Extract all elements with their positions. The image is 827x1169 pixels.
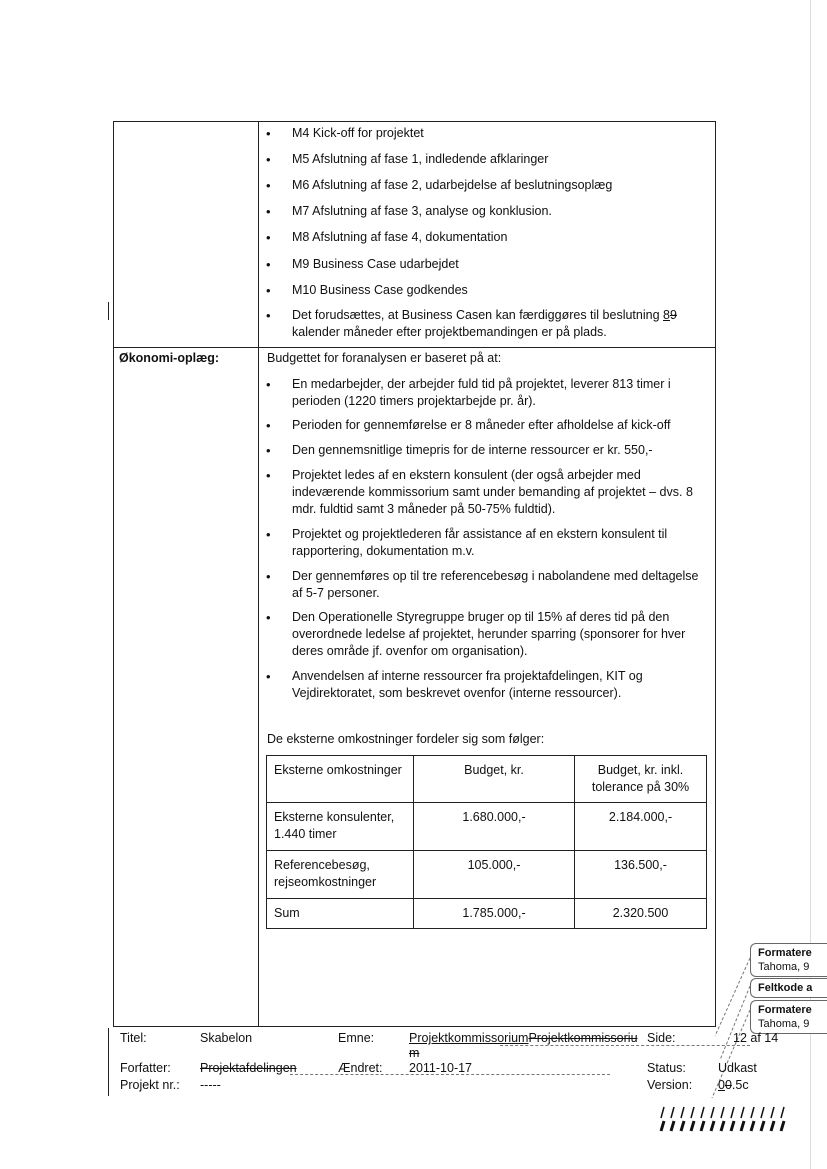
inserted-text: 8 [663,308,670,322]
deleted-text: Projektafdelingen [200,1061,297,1075]
barcode-bar [681,1121,684,1131]
bullet-icon: • [266,152,271,167]
row-label-economy: Økonomi-oplæg: [119,351,219,365]
footer-label: Titel: [120,1031,147,1045]
barcode-bar [741,1107,744,1118]
table-cell: 105.000,- [414,851,575,899]
table-column-divider [258,121,259,1027]
barcode-bar [681,1107,684,1118]
table-row [267,803,707,851]
bullet-icon: • [266,443,271,458]
barcode-bar [781,1121,784,1131]
balloon-title: Feltkode a [758,982,813,994]
footer-label: Version: [647,1078,693,1092]
footer-label: Status: [647,1061,686,1075]
barcode-bar [741,1121,744,1131]
format-balloon[interactable] [750,943,827,977]
economy-bullet-text: Perioden for gennemførelse er 8 måneder efter afholdelse af kick-off [292,418,671,432]
barcode-bar [661,1121,664,1131]
milestone-text: M8 Afslutning af fase 4, dokumentation [292,230,508,244]
deleted-text: m [409,1046,420,1060]
footer-value-version [718,1078,749,1092]
external-costs-intro: De eksterne omkostninger fordeler sig som følger: [267,732,545,746]
milestone-text: M10 Business Case godkendes [292,283,468,297]
barcode-bar [771,1107,774,1118]
bullet-icon: • [266,468,271,483]
field-code-balloon[interactable] [750,978,827,998]
bullet-icon: • [266,178,271,193]
table-header: Budget, kr. inkl. tolerance på 30% [575,756,707,803]
economy-bullet-text: Den Operationelle Styregruppe bruger op til 15% af deres tid på den overordnede ledelse af projektet, herunder sparring (sponsorer for hver deres område jf. ovenfor om organisation). [292,610,686,658]
barcode-bar [711,1121,714,1131]
table-row [267,899,707,929]
milestone-text: M6 Afslutning af fase 2, udarbejdelse af beslutningsoplæg [292,178,613,192]
barcode-bar [691,1121,694,1131]
table-cell: 2.320.500 [575,899,707,929]
barcode-bar [781,1107,784,1118]
bullet-icon: • [266,418,271,433]
footer-value-subject [409,1031,638,1045]
inserted-text: Projektkommissorium [409,1031,529,1045]
table-cell: 136.500,- [575,851,707,899]
economy-bullet-text: Der gennemføres op til tre referencebesøg i nabolandene med deltagelse af 5-7 personer. [292,569,699,600]
bullet-icon: • [266,610,271,625]
inserted-text: 0 [718,1078,725,1092]
barcode-bar [751,1121,754,1131]
table-header-row [267,756,707,803]
footer-label: Side: [647,1031,676,1045]
footer-label: Ændret: [338,1061,383,1075]
bullet-icon: • [266,569,271,584]
barcode-bar [761,1107,764,1118]
deleted-text: Projektkommissoriu [528,1031,638,1045]
footer-value: Skabelon [200,1031,253,1045]
bullet-icon: • [266,527,271,542]
milestone-text: M9 Business Case udarbejdet [292,257,459,271]
table-header: Budget, kr. [414,756,575,803]
format-balloon[interactable] [750,1000,827,1034]
table-row [267,851,707,899]
barcode-bar [771,1121,774,1131]
barcode-bar [701,1121,704,1131]
bullet-icon: • [266,230,271,245]
barcode-bar [721,1107,724,1118]
balloon-connectors [700,940,760,1100]
barcode-bar [721,1121,724,1131]
bullet-icon: • [266,126,271,141]
table-cell: Eksterne konsulenter, 1.440 timer [267,803,414,851]
footer-dashed-line [290,1074,610,1075]
economy-intro: Budgettet for foranalysen er baseret på at: [267,351,502,365]
footer-dashed-line [500,1045,750,1046]
barcode-bar [701,1107,704,1118]
footer-label: Forfatter: [120,1061,171,1075]
footer-value: ----- [200,1078,221,1092]
bullet-icon: • [266,377,271,392]
change-bar [108,302,109,320]
footer-label: Projekt nr.: [120,1078,180,1092]
footer-value: 2011-10-17 [409,1061,473,1075]
barcode-bar [761,1121,764,1131]
barcode-bar [731,1121,734,1131]
economy-bullet-text: Projektet ledes af en ekstern konsulent (der også arbejder med indeværende kommissorium samt under bemanding af projektet – dvs. 8 mdr. fuldtid samt 3 måneder på 50-75% fuldtid). [292,468,693,516]
cost-table [266,755,707,929]
footer-change-bar [108,1028,109,1096]
barcode-bar [691,1107,694,1118]
deleted-text: 0 [724,1078,732,1092]
footer-value: 12 af 14 [733,1031,779,1045]
table-cell: 1.785.000,- [414,899,575,929]
milestone-text: M5 Afslutning af fase 1, indledende afklaringer [292,152,549,166]
footer-value: Udkast [718,1061,757,1075]
table-header: Eksterne omkostninger [267,756,414,803]
bullet-icon: • [266,283,271,298]
barcode-bar [661,1107,664,1118]
balloon-detail: Tahoma, 9 [758,1018,810,1030]
version-suffix: .5c [731,1078,749,1092]
economy-bullet-text: Projektet og projektlederen får assistance af en ekstern konsulent til rapportering, dokumentation m.v. [292,527,668,558]
milestone-note-text-2: kalender måneder efter projektbemandingen er på plads. [292,325,607,339]
economy-bullet-text: En medarbejder, der arbejder fuld tid på projektet, leverer 813 timer i perioden (1220 timers projektarbejde pr. år). [292,377,671,408]
milestone-text: M4 Kick-off for projektet [292,126,424,140]
table-cell: 2.184.000,- [575,803,707,851]
barcode [657,1106,791,1132]
bullet-icon: • [266,669,271,684]
barcode-bar [671,1107,674,1118]
balloon-title: Formatere [758,1004,812,1016]
balloon-detail: Tahoma, 9 [758,961,810,973]
balloon-title: Formatere [758,947,812,959]
economy-bullet-text: Den gennemsnitlige timepris for de interne ressourcer er kr. 550,- [292,443,653,457]
table-row-divider [113,347,716,348]
table-cell: Referencebesøg, rejseomkostninger [267,851,414,899]
barcode-bar [751,1107,754,1118]
bullet-icon: • [266,257,271,272]
bullet-icon: • [266,204,271,219]
footer-label: Emne: [338,1031,375,1045]
economy-bullet-text: Anvendelsen af interne ressourcer fra projektafdelingen, KIT og Vejdirektoratet, som beskrevet ovenfor (interne ressourcer). [292,669,643,700]
milestone-note-text: Det forudsættes, at Business Casen kan færdiggøres til beslutning [292,308,664,322]
milestone-text: M7 Afslutning af fase 3, analyse og konklusion. [292,204,552,218]
table-cell: 1.680.000,- [414,803,575,851]
barcode-bar [671,1121,674,1131]
table-cell: Sum [267,899,414,929]
barcode-bar [711,1107,714,1118]
barcode-bar [731,1107,734,1118]
deleted-text: 9 [669,308,677,322]
